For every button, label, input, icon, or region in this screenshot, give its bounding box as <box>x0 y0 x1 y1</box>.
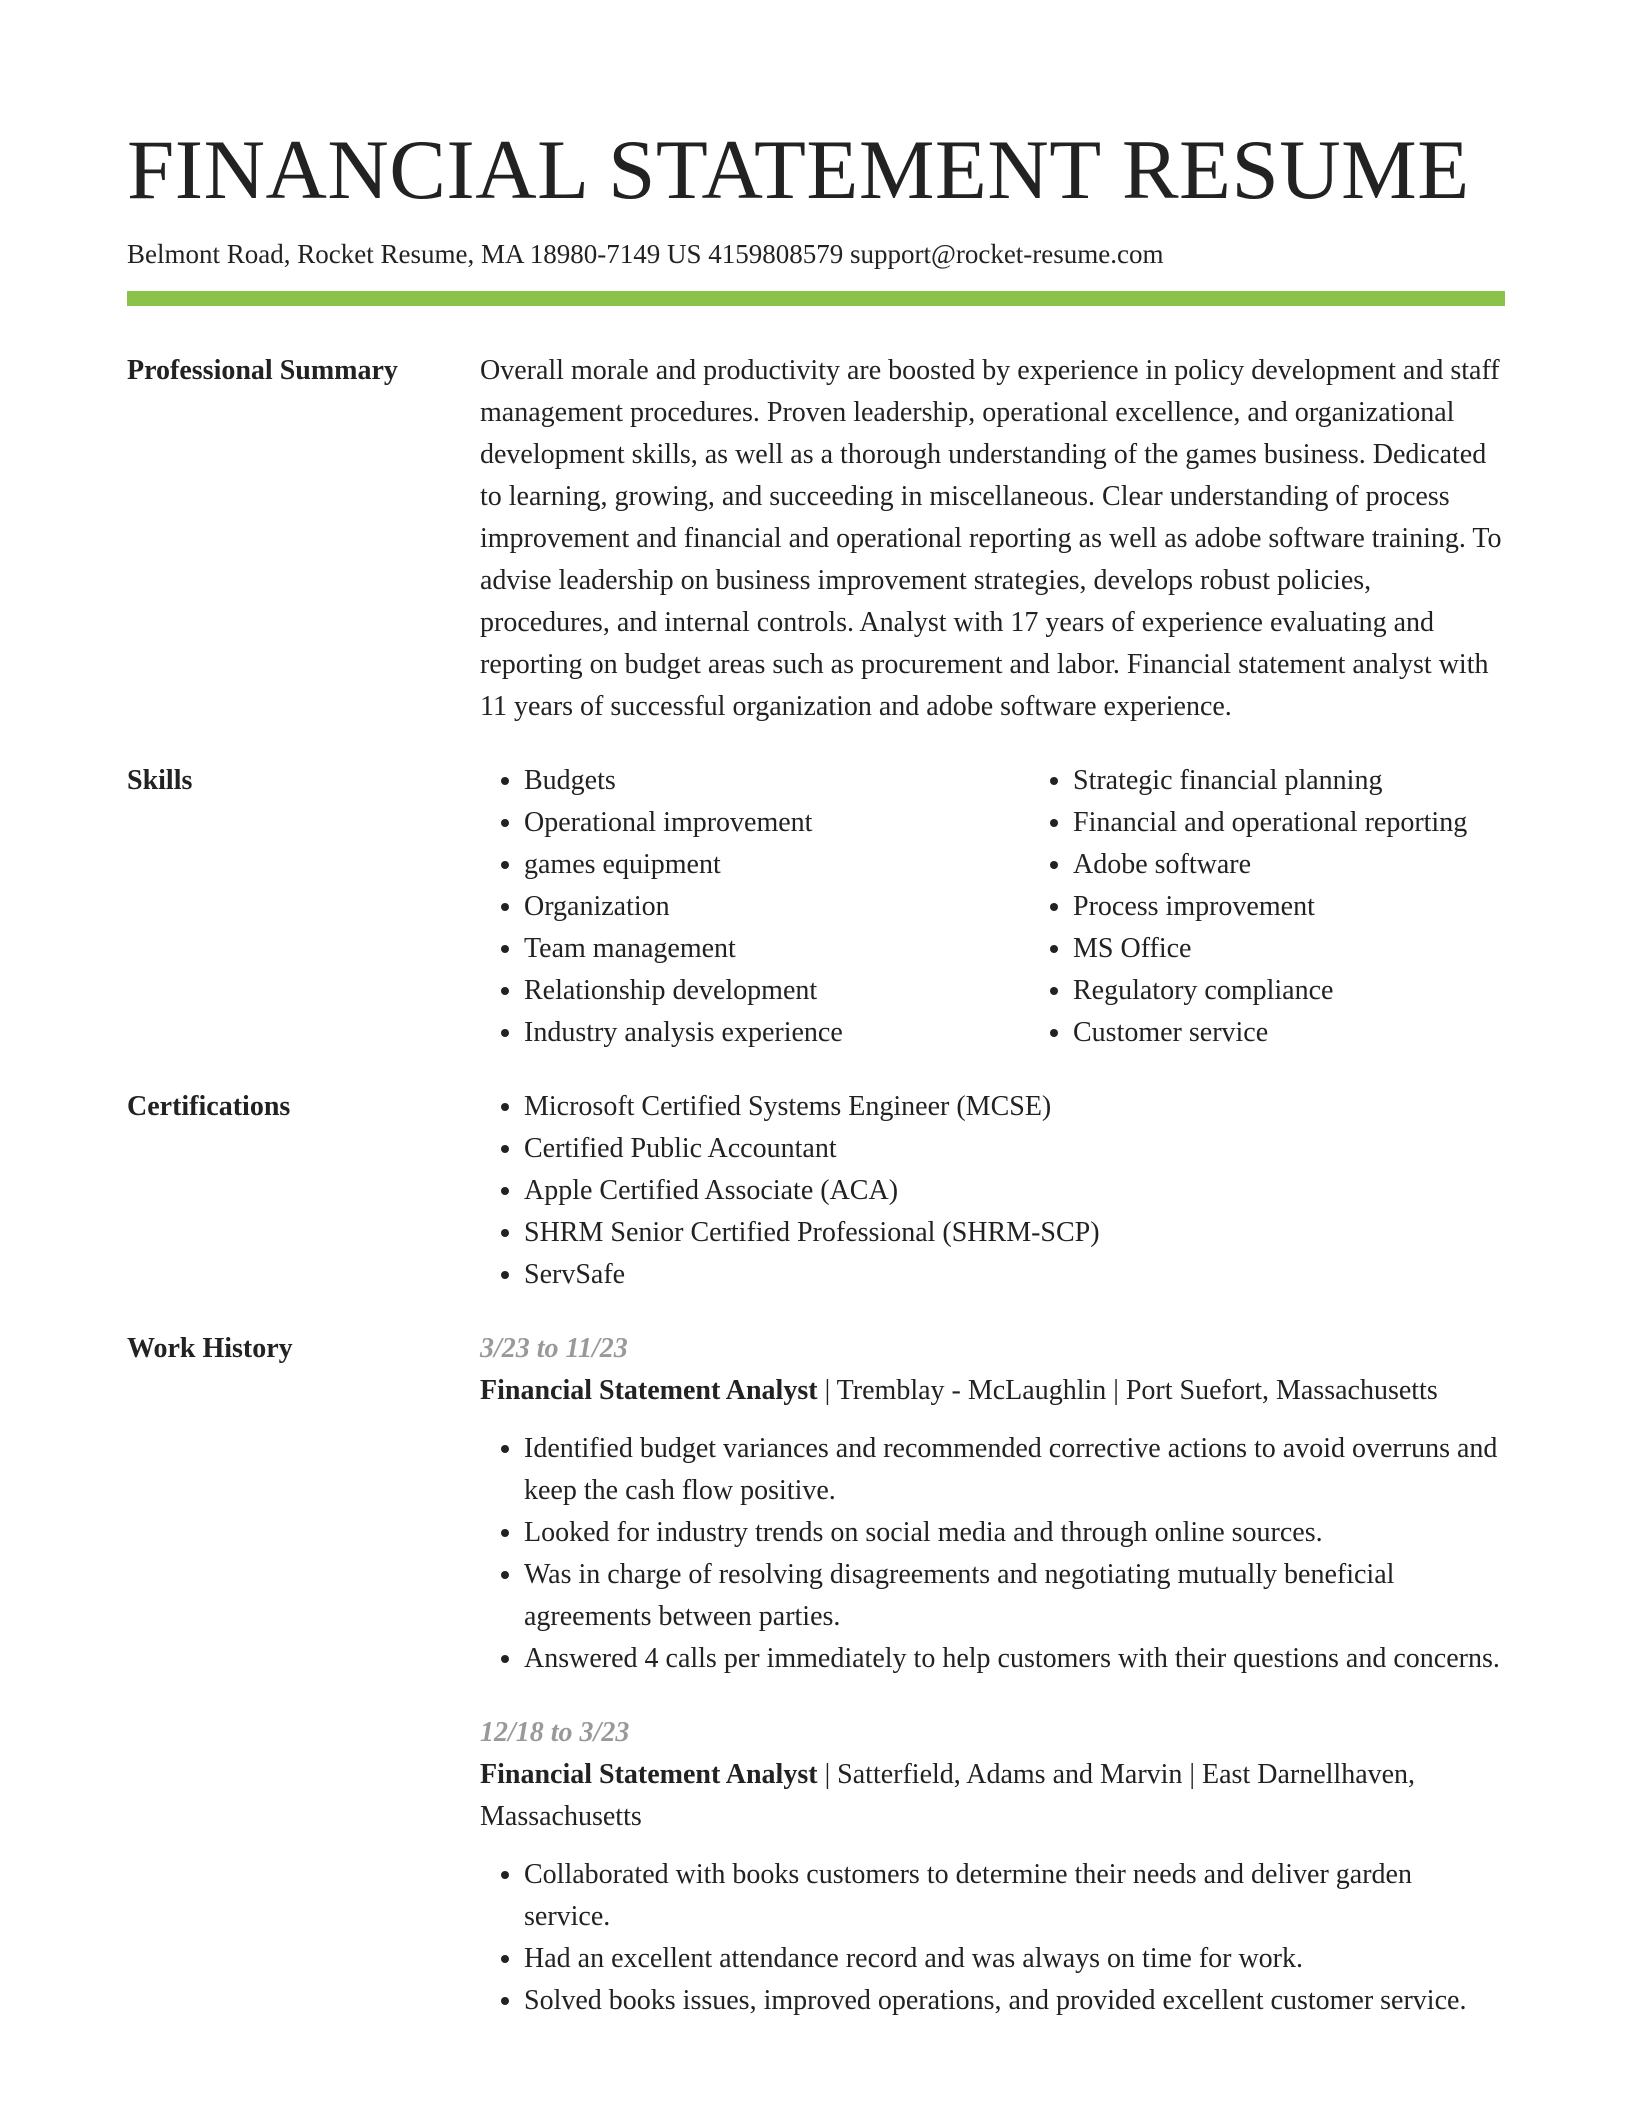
skill-item: • Relationship development <box>524 970 1029 1012</box>
skill-item: • MS Office <box>1073 928 1578 970</box>
work-history-section <box>127 1328 1505 2022</box>
job-bullet: • Identified budget variances and recommended corrective actions to avoid overruns and keep the cash flow positive. <box>524 1428 1505 1512</box>
skill-item: • Industry analysis experience <box>524 1012 1029 1054</box>
job-entry <box>480 1712 1505 2022</box>
section-label-certifications: Certifications <box>127 1091 291 1122</box>
job-dates: 3/23 to 11/23 <box>480 1333 628 1364</box>
job-title: Financial Statement Analyst <box>480 1375 818 1406</box>
skills-list-left <box>480 760 1029 1054</box>
job-bullet: • Answered 4 calls per immediately to help customers with their questions and concerns. <box>524 1638 1505 1680</box>
section-label-summary: Professional Summary <box>127 355 398 386</box>
skills-section <box>127 760 1505 1054</box>
certification-item: • SHRM Senior Certified Professional (SHRM-SCP) <box>524 1212 1505 1254</box>
skill-item: • Strategic financial planning <box>1073 760 1578 802</box>
certification-item: • Certified Public Accountant <box>524 1128 1505 1170</box>
job-title: Financial Statement Analyst <box>480 1759 818 1790</box>
job-bullet: • Looked for industry trends on social media and through online sources. <box>524 1512 1505 1554</box>
job-bullet: • Was in charge of resolving disagreements and negotiating mutually beneficial agreements between parties. <box>524 1554 1505 1638</box>
job-bullets <box>480 1854 1505 2022</box>
job-entry <box>480 1328 1505 1680</box>
skill-item: • games equipment <box>524 844 1029 886</box>
job-heading <box>480 1370 1505 1412</box>
certifications-section <box>127 1086 1505 1296</box>
section-label-work-history: Work History <box>127 1333 293 1364</box>
certification-item: • Apple Certified Associate (ACA) <box>524 1170 1505 1212</box>
skill-item: • Adobe software <box>1073 844 1578 886</box>
resume-title: FINANCIAL STATEMENT RESUME <box>127 123 1470 217</box>
certification-item: • Microsoft Certified Systems Engineer (MCSE) <box>524 1086 1505 1128</box>
job-heading <box>480 1754 1505 1838</box>
skill-item: • Organization <box>524 886 1029 928</box>
job-bullet: • Solved books issues, improved operations, and provided excellent customer service. <box>524 1980 1505 2022</box>
skill-item: • Operational improvement <box>524 802 1029 844</box>
job-bullet: • Collaborated with books customers to determine their needs and deliver garden service. <box>524 1854 1505 1938</box>
job-employer-location: | Tremblay - McLaughlin | Port Suefort, Massachusetts <box>817 1375 1438 1406</box>
skill-item: • Financial and operational reporting <box>1073 802 1578 844</box>
job-bullet: • Had an excellent attendance record and was always on time for work. <box>524 1938 1505 1980</box>
skill-item: • Regulatory compliance <box>1073 970 1578 1012</box>
certifications-list <box>480 1086 1505 1296</box>
certification-item: • ServSafe <box>524 1254 1505 1296</box>
skill-item: • Customer service <box>1073 1012 1578 1054</box>
skills-list-right <box>1029 760 1578 1054</box>
job-dates: 12/18 to 3/23 <box>480 1717 630 1748</box>
skill-item: • Budgets <box>524 760 1029 802</box>
job-employer-location: | Satterfield, Adams and Marvin | East Darnellhaven, Massachusetts <box>480 1759 1416 1832</box>
skill-item: • Process improvement <box>1073 886 1578 928</box>
contact-line: Belmont Road, Rocket Resume, MA 18980-7149 US 4159808579 support@rocket-resume.com <box>127 239 1164 269</box>
professional-summary-section <box>127 350 1505 728</box>
header-divider <box>127 291 1505 306</box>
summary-text: Overall morale and productivity are boosted by experience in policy development and staff management procedures. Proven leadership, operational excellence, and organizational development skills, as well as a thorough understanding of the games business. Dedicated to learning, growing, and succeeding in miscellaneous. Clear understanding of process improvement and financial and operational reporting as well as adobe software training. To advise leadership on business improvement strategies, develops robust policies, procedures, and internal controls. Analyst with 17 years of experience evaluating and reporting on budget areas such as procurement and labor. Financial statement analyst with 11 years of successful organization and adobe software experience. <box>480 355 1502 722</box>
job-bullets <box>480 1428 1505 1680</box>
section-label-skills: Skills <box>127 765 193 796</box>
skill-item: • Team management <box>524 928 1029 970</box>
